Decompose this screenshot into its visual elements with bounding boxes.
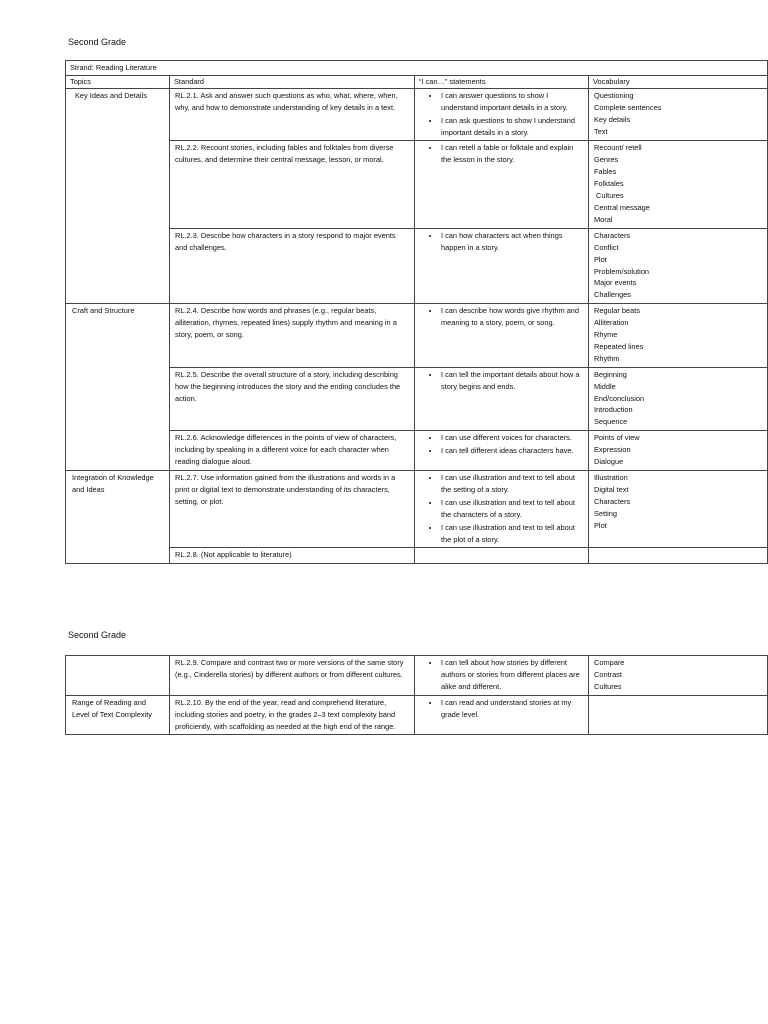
ican-item: • I can retell a fable or folktale and explain the lesson in the story. xyxy=(440,142,583,166)
vocab-term: Text xyxy=(594,126,608,136)
header-topics: Topics xyxy=(66,75,170,88)
ican-item: • I can use illustration and text to tell about the characters of a story. xyxy=(440,497,583,521)
vocab-term: Conflict xyxy=(594,242,619,252)
vocab-term: Middle xyxy=(594,381,616,391)
vocab-term: Regular beats xyxy=(594,306,641,316)
ican-item: • I can use different voices for characters. xyxy=(440,432,583,444)
ican-cell xyxy=(415,548,589,564)
strand-row xyxy=(66,61,768,76)
vocab-term: Problem/solution xyxy=(594,266,650,276)
vocab-cell xyxy=(589,228,768,303)
table-row xyxy=(66,88,768,141)
header-vocabulary: Vocabulary xyxy=(589,75,768,88)
grade-label-bottom: Second Grade xyxy=(68,630,127,640)
vocab-term: Major events xyxy=(594,278,637,288)
vocab-term: Setting xyxy=(594,508,618,518)
vocab-term: Points of view xyxy=(594,433,640,443)
vocab-term: Sequence xyxy=(594,417,628,427)
strand-title: Strand: Reading Literature xyxy=(66,61,768,76)
vocab-cell xyxy=(589,471,768,548)
ican-cell xyxy=(415,431,589,471)
standard-cell: RL.2.8. (Not applicable to literature) xyxy=(170,548,415,564)
ican-item: • I can tell the important details about how a story begins and ends. xyxy=(440,369,583,393)
vocab-term: Cultures xyxy=(594,191,624,201)
vocab-term: Moral xyxy=(594,214,613,224)
vocab-term: End/conclusion xyxy=(594,393,645,403)
ican-cell xyxy=(415,141,589,228)
vocab-cell xyxy=(589,367,768,431)
table-row xyxy=(66,695,768,735)
topic-cell: Craft and Structure xyxy=(66,304,170,471)
vocab-term: Characters xyxy=(594,230,631,240)
ican-cell xyxy=(415,304,589,368)
ican-cell xyxy=(415,656,589,696)
table-row xyxy=(66,304,768,368)
vocab-term: Contrast xyxy=(594,669,622,679)
table-row xyxy=(66,141,768,228)
vocab-term: Plot xyxy=(594,520,607,530)
vocab-term: Cultures xyxy=(594,681,622,691)
vocab-cell xyxy=(589,695,768,735)
grade-label-top: Second Grade xyxy=(68,37,127,47)
vocab-term: Key details xyxy=(594,114,631,124)
ican-item: • I can read and understand stories at my grade level. xyxy=(440,697,583,721)
vocab-term: Complete sentences xyxy=(594,102,662,112)
ican-cell xyxy=(415,228,589,303)
reading-literature-table xyxy=(65,60,768,564)
vocab-term: Compare xyxy=(594,658,625,667)
ican-item: • I can answer questions to show I understand important details in a story. xyxy=(440,90,583,114)
table-row xyxy=(66,471,768,548)
table-row xyxy=(66,548,768,564)
vocab-term: Folktales xyxy=(594,179,624,189)
ican-item: • I can ask questions to show I understand important details in a story. xyxy=(440,115,583,139)
ican-cell xyxy=(415,367,589,431)
vocab-term: Recount/ retell xyxy=(594,143,642,153)
vocab-term: Questioning xyxy=(594,90,634,100)
vocab-term: Fables xyxy=(594,167,617,177)
standard-cell: RL.2.2. Recount stories, including fables and folktales from diverse cultures, and determine their central message, lesson, or moral. xyxy=(170,141,415,228)
table-row xyxy=(66,656,768,696)
vocab-term: Digital text xyxy=(594,484,629,494)
vocab-term: Challenges xyxy=(594,290,631,300)
vocab-cell xyxy=(589,656,768,696)
vocab-term: Alliteration xyxy=(594,318,629,328)
ican-item: • I can describe how words give rhythm and meaning to a story, poem, or song. xyxy=(440,305,583,329)
standard-cell: RL.2.5. Describe the overall structure of a story, including describing how the beginning introduces the story and the ending concludes the action. xyxy=(170,367,415,431)
ican-item: • I can tell different ideas characters have. xyxy=(440,445,583,457)
vocab-cell xyxy=(589,141,768,228)
topic-cell: Key Ideas and Details xyxy=(66,88,170,303)
vocab-cell xyxy=(589,88,768,141)
standard-cell: RL.2.10. By the end of the year, read and comprehend literature, including stories and poetry, in the grades 2–3 text complexity band proficiently, with scaffolding as needed at the high end of the range. xyxy=(170,695,415,735)
standard-cell: RL.2.9. Compare and contrast two or more versions of the same story (e.g., Cinderella stories) by different authors or from different cultures. xyxy=(170,656,415,696)
standard-cell: RL.2.6. Acknowledge differences in the points of view of characters, including by speaking in a different voice for each character when reading dialogue aloud. xyxy=(170,431,415,471)
vocab-term: Repeated lines xyxy=(594,341,644,351)
ican-item: • I can use illustration and text to tell about the plot of a story. xyxy=(440,522,583,546)
ican-cell xyxy=(415,471,589,548)
vocab-term: Rhyme xyxy=(594,330,618,340)
vocab-term: Introduction xyxy=(594,405,633,415)
table-row xyxy=(66,431,768,471)
vocab-term: Genres xyxy=(594,155,619,165)
header-standard: Standard xyxy=(170,75,415,88)
vocab-cell xyxy=(589,431,768,471)
table-row xyxy=(66,228,768,303)
topic-cell xyxy=(66,656,170,696)
vocab-term: Dialogue xyxy=(594,457,624,467)
vocab-term: Central message xyxy=(594,202,650,212)
header-ican: “I can…” statements xyxy=(415,75,589,88)
ican-cell xyxy=(415,88,589,141)
reading-literature-table-continued xyxy=(65,655,768,735)
ican-cell xyxy=(415,695,589,735)
table-row xyxy=(66,367,768,431)
standard-cell: RL.2.1. Ask and answer such questions as who, what, where, when, why, and how to demonstrate understanding of key details in a text. xyxy=(170,88,415,141)
ican-item: • I can use illustration and text to tell about the setting of a story. xyxy=(440,472,583,496)
vocab-term: Characters xyxy=(594,496,631,506)
vocab-term: Illustration xyxy=(594,473,628,482)
topic-cell: Range of Reading and Level of Text Complexity xyxy=(66,695,170,735)
ican-item: • I can tell about how stories by different authors or stories from different places are alike and different. xyxy=(440,657,583,693)
vocab-term: Beginning xyxy=(594,369,627,379)
standard-cell: RL.2.7. Use information gained from the illustrations and words in a print or digital text to demonstrate understanding of its characters, setting, or plot. xyxy=(170,471,415,548)
vocab-cell xyxy=(589,304,768,368)
header-row xyxy=(66,75,768,88)
ican-item: • I can how characters act when things happen in a story. xyxy=(440,230,583,254)
vocab-term: Plot xyxy=(594,254,607,264)
topic-cell: Integration of Knowledge and Ideas xyxy=(66,471,170,564)
vocab-cell xyxy=(589,548,768,564)
vocab-term: Expression xyxy=(594,445,631,455)
standard-cell: RL.2.4. Describe how words and phrases (e.g., regular beats, alliteration, rhymes, repeated lines) supply rhythm and meaning in a story, poem, or song. xyxy=(170,304,415,368)
standard-cell: RL.2.3. Describe how characters in a story respond to major events and challenges. xyxy=(170,228,415,303)
vocab-term: Rhythm xyxy=(594,353,620,363)
